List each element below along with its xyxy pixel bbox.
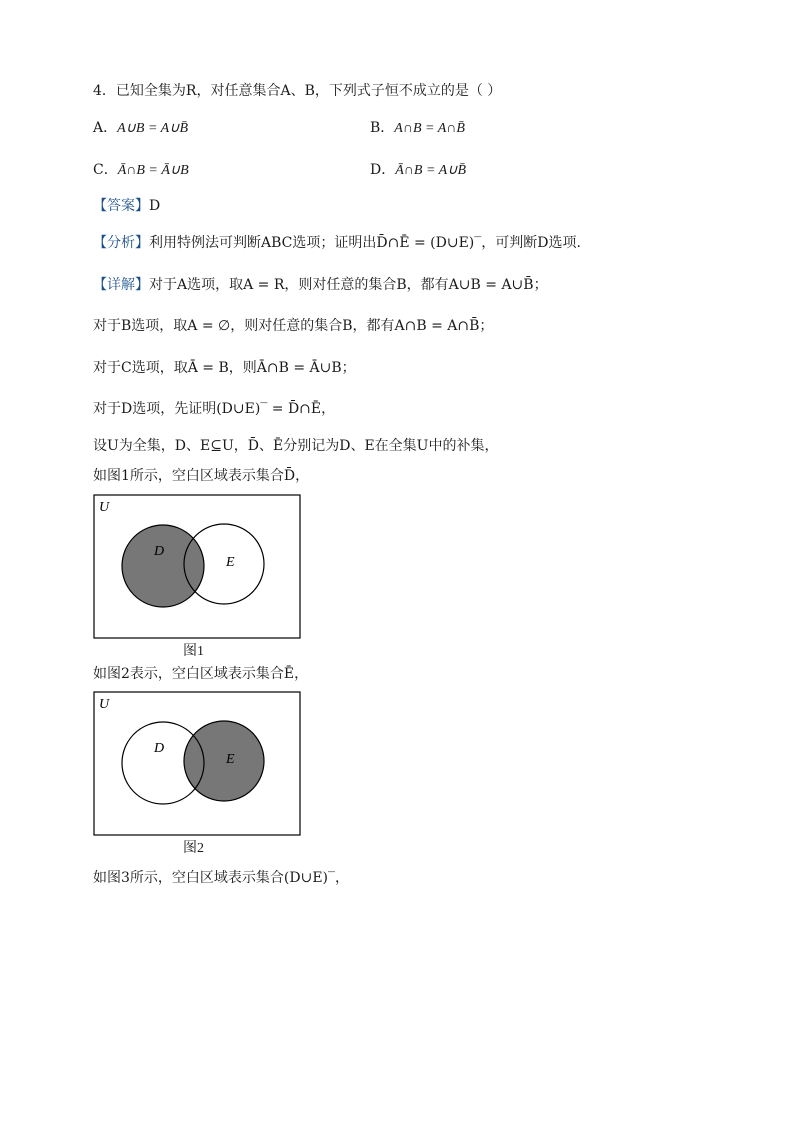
- option-b: B．A∩B = A∩B̄: [370, 120, 465, 136]
- venn-figure-2: [93, 691, 301, 837]
- option-a-text: A∪B = A∪B̄: [117, 121, 189, 136]
- detail-line-6: 如图1所示，空白区域表示集合D̄，: [93, 468, 310, 484]
- figure-1-caption: 图1: [183, 644, 204, 659]
- option-a: A．A∪B = A∪B̄: [93, 120, 189, 136]
- question-stem: 4．已知全集为R，对任意集合A、B，下列式子恒不成立的是（ ）: [93, 83, 502, 99]
- set-e-circle-shaded: [184, 721, 264, 801]
- detail-line-2: 对于B选项，取A = ∅，则对任意的集合B，都有A∩B = A∩B̄；: [93, 318, 494, 334]
- detail-line-5: 设U为全集，D、E⊆U，D̄、Ē分别记为D、E在全集U中的补集，: [93, 438, 499, 454]
- answer-value: D: [149, 198, 161, 214]
- analysis-text: 利用特例法可判断ABC选项；证明出D̄∩Ē = (D∪E)‾，可判断D选项.: [149, 235, 581, 251]
- detail-line-3: 对于C选项，取Ā = B，则Ā∩B = Ā∪B；: [93, 360, 356, 376]
- detail-line-4: 对于D选项，先证明(D∪E)‾ = D̄∩Ē，: [93, 401, 336, 417]
- detail-line-8: 如图3所示，空白区域表示集合(D∪E)‾，: [93, 870, 350, 886]
- set-e-label: E: [226, 555, 235, 570]
- analysis-tag: 【分析】: [93, 235, 149, 251]
- option-c: C．Ā∩B = Ā∪B: [93, 162, 189, 178]
- set-d-label: D: [154, 544, 165, 559]
- universe-label: U: [99, 500, 110, 515]
- detail-line-1: 【详解】对于A选项，取A = R，则对任意的集合B，都有A∪B = A∪B̄；: [93, 277, 548, 293]
- detail-tag: 【详解】: [93, 277, 149, 293]
- answer-line: [93, 197, 160, 215]
- detail-line-7: 如图2表示，空白区域表示集合Ē，: [93, 666, 309, 682]
- set-d-label: D: [154, 741, 165, 756]
- option-c-text: Ā∩B = Ā∪B: [117, 163, 189, 178]
- option-b-text: A∩B = A∩B̄: [394, 121, 465, 136]
- universe-label: U: [99, 697, 110, 712]
- question-stem-text: 已知全集为R，对任意集合A、B，下列式子恒不成立的是（ ）: [115, 83, 502, 99]
- option-d: D．Ā∩B = A∪B̄: [370, 162, 466, 178]
- set-e-label: E: [226, 752, 235, 767]
- figure-2-caption: 图2: [183, 841, 204, 856]
- answer-tag: 【答案】: [93, 198, 149, 214]
- analysis-line: [93, 234, 581, 252]
- option-d-text: Ā∩B = A∪B̄: [395, 163, 466, 178]
- set-d-circle-shaded: [122, 525, 204, 607]
- venn-figure-1: [93, 494, 301, 640]
